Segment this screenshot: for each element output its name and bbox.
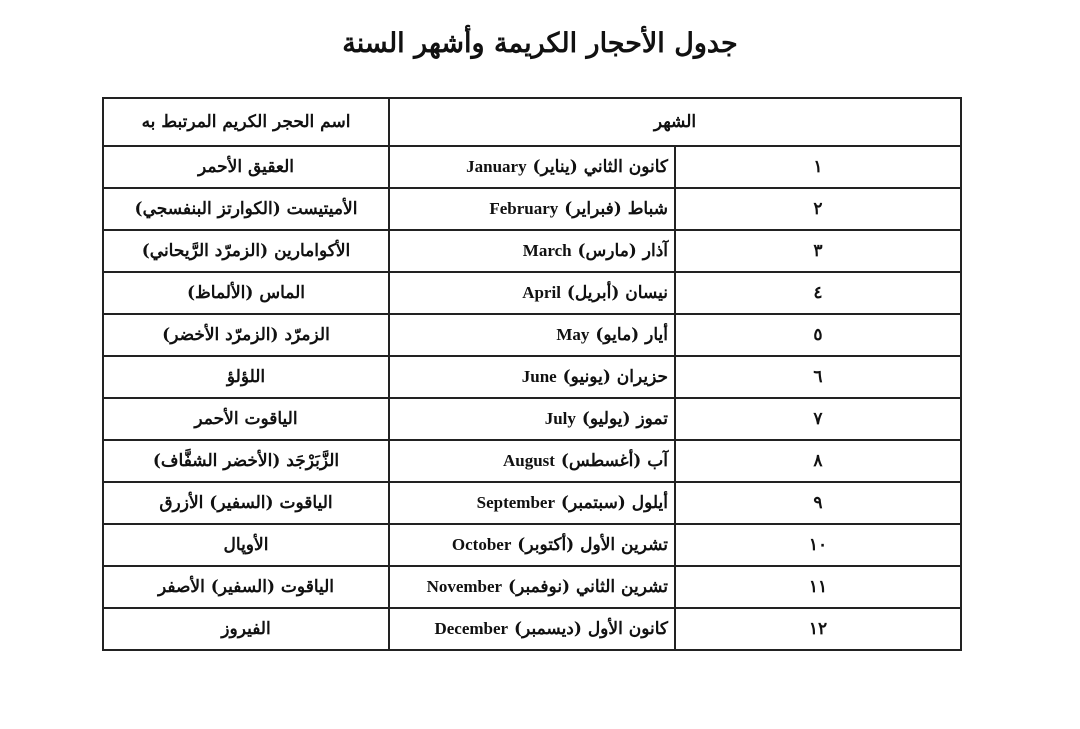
month-cell xyxy=(389,398,675,440)
month-arabic: كانون الأول (ديسمبر) xyxy=(514,619,668,639)
month-arabic: آب (أغسطس) xyxy=(560,451,668,471)
month-english: February xyxy=(489,199,559,218)
stone-cell: الماس (الألماظ) xyxy=(103,272,389,314)
table-row xyxy=(103,314,961,356)
month-cell xyxy=(389,608,675,650)
table-header-row xyxy=(103,98,961,146)
month-english: October xyxy=(451,535,512,554)
month-cell xyxy=(389,524,675,566)
month-cell xyxy=(389,482,675,524)
stone-cell: الزَّبَرْجَد (الأخضر الشفَّاف) xyxy=(103,440,389,482)
header-month: الشهر xyxy=(389,98,961,146)
row-number: ١ xyxy=(675,146,961,188)
month-cell xyxy=(389,356,675,398)
month-english: November xyxy=(426,577,503,596)
month-arabic: نيسان (أبريل) xyxy=(566,283,668,303)
table-row xyxy=(103,398,961,440)
row-number: ١٠ xyxy=(675,524,961,566)
month-arabic: أيلول (سبتمبر) xyxy=(560,493,668,513)
table-row xyxy=(103,188,961,230)
stone-cell: الزمرّد (الزمرّد الأخضر) xyxy=(103,314,389,356)
month-english: June xyxy=(521,367,557,386)
month-english: December xyxy=(434,619,509,638)
row-number: ٤ xyxy=(675,272,961,314)
month-cell xyxy=(389,440,675,482)
month-cell xyxy=(389,146,675,188)
stone-cell: الفيروز xyxy=(103,608,389,650)
month-english: March xyxy=(522,241,572,260)
stone-cell: الأميتيست (الكوارتز البنفسجي) xyxy=(103,188,389,230)
table-row xyxy=(103,482,961,524)
row-number: ٧ xyxy=(675,398,961,440)
page-title: جدول الأحجار الكريمة وأشهر السنة xyxy=(342,28,738,59)
month-arabic: حزيران (يونيو) xyxy=(562,367,668,387)
stone-cell: العقيق الأحمر xyxy=(103,146,389,188)
table-row xyxy=(103,608,961,650)
month-cell xyxy=(389,314,675,356)
stone-cell: الياقوت (السفير) الأصفر xyxy=(103,566,389,608)
month-cell xyxy=(389,188,675,230)
table-row xyxy=(103,440,961,482)
header-stone: اسم الحجر الكريم المرتبط به xyxy=(103,98,389,146)
table-row xyxy=(103,524,961,566)
table-row xyxy=(103,566,961,608)
gemstones-table xyxy=(102,97,962,651)
table-row xyxy=(103,356,961,398)
row-number: ٢ xyxy=(675,188,961,230)
stone-cell: الياقوت (السفير) الأزرق xyxy=(103,482,389,524)
month-english: August xyxy=(502,451,555,470)
month-cell xyxy=(389,566,675,608)
row-number: ١١ xyxy=(675,566,961,608)
stone-cell: الأكوامارين (الزمرّد الرَّيحاني) xyxy=(103,230,389,272)
table-row xyxy=(103,146,961,188)
month-arabic: تشرين الأول (أكتوبر) xyxy=(517,535,668,555)
month-arabic: تموز (يوليو) xyxy=(581,409,668,429)
month-arabic: آذار (مارس) xyxy=(577,241,668,261)
stone-cell: الأوپال xyxy=(103,524,389,566)
row-number: ٦ xyxy=(675,356,961,398)
month-english: May xyxy=(556,325,590,344)
month-english: July xyxy=(544,409,576,428)
month-english: January xyxy=(466,157,527,176)
table-row xyxy=(103,272,961,314)
month-english: April xyxy=(522,283,561,302)
month-english: September xyxy=(476,493,555,512)
month-arabic: شباط (فبراير) xyxy=(564,199,668,219)
row-number: ٩ xyxy=(675,482,961,524)
month-cell xyxy=(389,230,675,272)
row-number: ٨ xyxy=(675,440,961,482)
stone-cell: الياقوت الأحمر xyxy=(103,398,389,440)
row-number: ٥ xyxy=(675,314,961,356)
month-arabic: تشرين الثاني (نوفمبر) xyxy=(508,577,668,597)
stone-cell: اللؤلؤ xyxy=(103,356,389,398)
table-row xyxy=(103,230,961,272)
row-number: ١٢ xyxy=(675,608,961,650)
month-arabic: كانون الثاني (يناير) xyxy=(532,157,668,177)
month-cell xyxy=(389,272,675,314)
table-body xyxy=(103,146,961,650)
row-number: ٣ xyxy=(675,230,961,272)
month-arabic: أيار (مايو) xyxy=(595,325,668,345)
